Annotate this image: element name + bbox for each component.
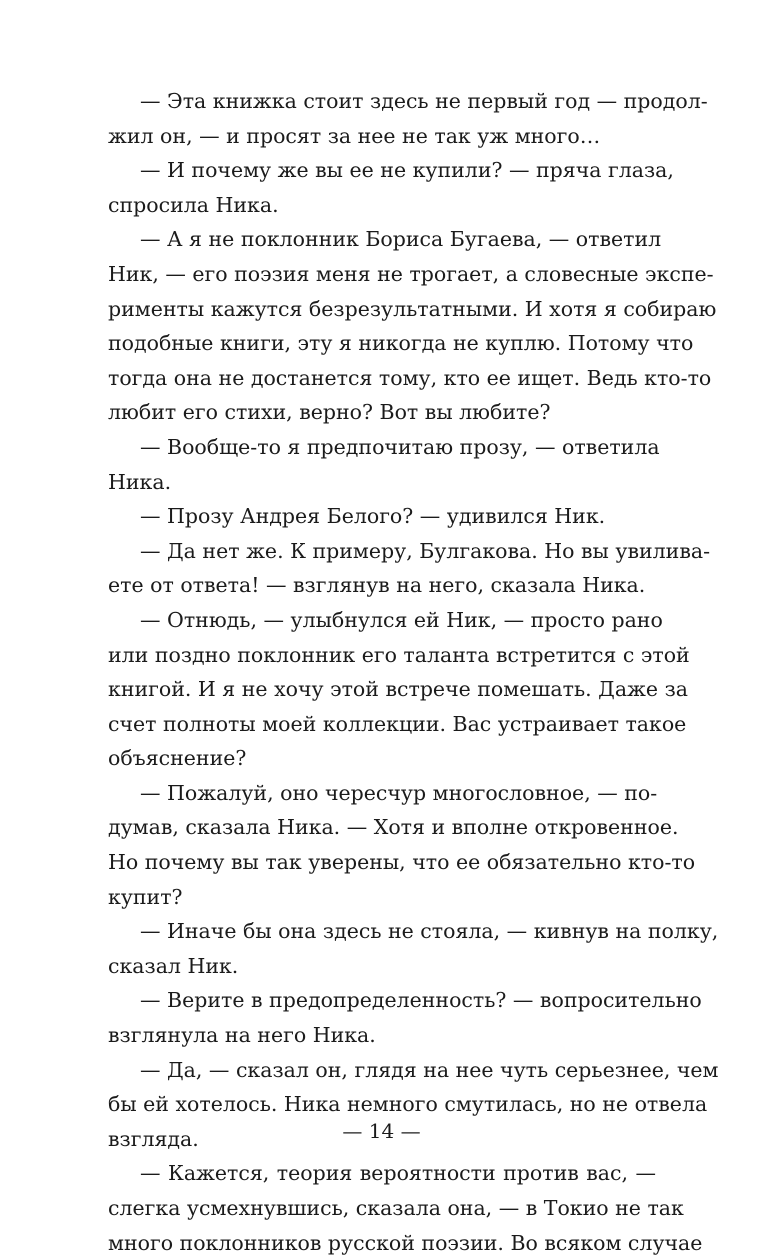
text-line: — Да нет же. К примеру, Булгакова. Но вы увилива- [140, 538, 711, 563]
text-line: взгляда. [108, 1126, 199, 1151]
text-line: много поклонников русской поэзии. Во всяком случае [108, 1230, 703, 1255]
page-number: — 14 — [342, 1119, 421, 1143]
text-line: ете от ответа! — взглянув на него, сказала Ника. [108, 573, 646, 598]
text-line: — Верите в предопределенность? — вопросительно [140, 988, 702, 1013]
text-line: — И почему же вы ее не купили? — пряча глаза, [140, 158, 674, 183]
text-line: — Эта книжка стоит здесь не первый год — продол- [140, 89, 708, 113]
text-line: — Кажется, теория вероятности против вас, — [140, 1161, 656, 1186]
text-line: — Пожалуй, оно чересчур многословное, — по- [140, 780, 658, 805]
text-line: сказал Ник. [108, 953, 239, 978]
text-line: слегка усмехнувшись, сказала она, — в Токио не так [108, 1196, 684, 1220]
text-line: рименты кажутся безрезультатными. И хотя я собираю [108, 296, 717, 321]
text-line: Но почему вы так уверены, что ее обязательно кто-то [108, 850, 696, 875]
text-line: Ник, — его поэзия меня не трогает, а словесные экспе- [108, 261, 714, 286]
text-line: книгой. И я не хочу этой встрече помешать. Даже за [108, 677, 688, 702]
text-line: — Иначе бы она здесь не стояла, — кивнув на полку, [140, 919, 719, 944]
text-line: тогда она не достанется тому, кто ее ищет. Ведь кто-то [108, 365, 712, 390]
text-line: купит? [108, 884, 183, 909]
text-line: спросила Ника. [108, 192, 279, 217]
text-line: — Вообще-то я предпочитаю прозу, — ответила [140, 434, 660, 459]
text-line: — Прозу Андрея Белого? — удивился Ник. [140, 504, 606, 529]
text-line: взглянула на него Ника. [108, 1023, 376, 1048]
text-line: жил он, — и просят за нее не так уж много… [108, 123, 601, 148]
body-text [108, 84, 719, 1260]
text-line: думав, сказала Ника. — Хотя и вполне откровенное. [108, 815, 679, 840]
text-line: — Отнюдь, — улыбнулся ей Ник, — просто рано [140, 607, 663, 632]
text-line: Ника. [108, 469, 172, 494]
text-line: объяснение? [108, 746, 247, 771]
text-line: — А я не поклонник Бориса Бугаева, — ответил [140, 227, 662, 252]
text-line: счет полноты моей коллекции. Вас устраивает такое [108, 711, 687, 736]
text-line: любит его стихи, верно? Вот вы любите? [108, 400, 551, 425]
text-line: или поздно поклонник его таланта встретится с этой [108, 642, 690, 667]
text-line: — Да, — сказал он, глядя на нее чуть серьезнее, чем [140, 1057, 719, 1082]
text-line: подобные книги, эту я никогда не куплю. Потому что [108, 331, 694, 356]
text-line: бы ей хотелось. Ника немного смутилась, но не отвела [108, 1092, 708, 1117]
